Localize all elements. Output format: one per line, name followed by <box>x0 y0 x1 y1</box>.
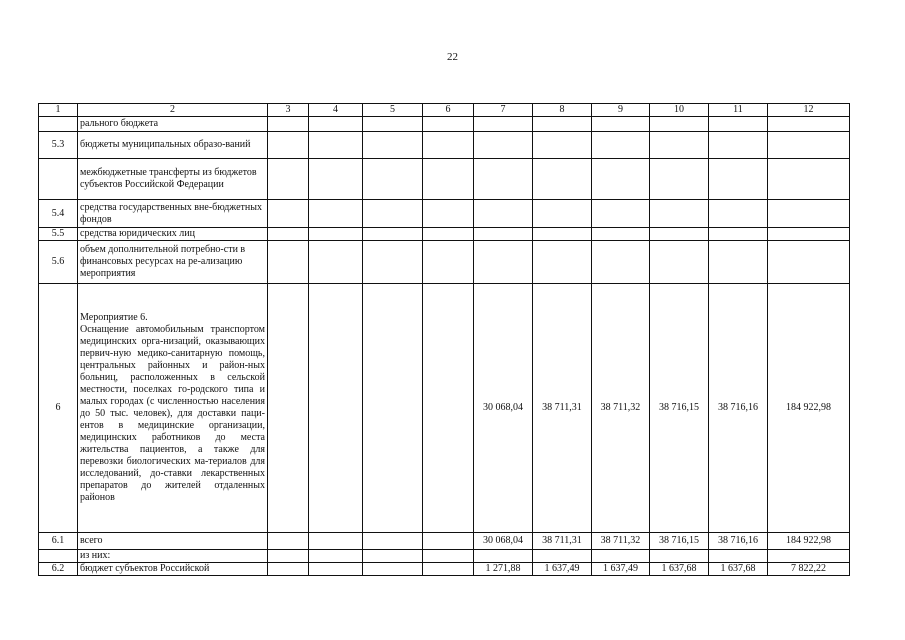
value-cell-col-7 <box>474 550 533 563</box>
table-row <box>39 200 850 228</box>
column-header-5: 5 <box>363 104 423 117</box>
row-description-text: бюджеты муниципальных образо-ваний <box>80 139 251 150</box>
value-cell-col-4 <box>309 117 363 132</box>
row-number: 6.1 <box>39 533 78 550</box>
row-description-text: всего <box>80 535 103 546</box>
value-cell-col-9 <box>592 550 650 563</box>
value-cell-col-7: 30 068,04 <box>474 284 533 533</box>
value-cell-col-10: 38 716,15 <box>650 533 709 550</box>
value-cell-col-10 <box>650 132 709 159</box>
table-row <box>39 132 850 159</box>
value-cell-col-9 <box>592 159 650 200</box>
value-cell-col-11 <box>709 132 768 159</box>
value-cell-col-6 <box>423 159 474 200</box>
value-cell-col-8 <box>533 228 592 241</box>
row-description-text: средства государственных вне-бюджетных фондов <box>80 201 262 225</box>
value-cell-col-8: 1 637,49 <box>533 563 592 576</box>
row-description-text: из них: <box>80 550 111 561</box>
column-header-1: 1 <box>39 104 78 117</box>
value-cell-col-12 <box>768 550 850 563</box>
column-header-10: 10 <box>650 104 709 117</box>
table-row <box>39 159 850 200</box>
value-cell-col-7: 1 271,88 <box>474 563 533 576</box>
page-number: 22 <box>447 51 458 63</box>
column-header-7: 7 <box>474 104 533 117</box>
value-cell-col-10 <box>650 159 709 200</box>
value-cell-col-6 <box>423 563 474 576</box>
value-cell-col-3 <box>268 117 309 132</box>
row-description <box>78 132 268 159</box>
value-cell-col-7 <box>474 200 533 228</box>
row-description <box>78 533 268 550</box>
row-number: 5.4 <box>39 200 78 228</box>
value-cell-col-6 <box>423 533 474 550</box>
value-cell-col-3 <box>268 228 309 241</box>
value-cell-col-8 <box>533 241 592 284</box>
row-number: 5.6 <box>39 241 78 284</box>
column-header-12: 12 <box>768 104 850 117</box>
value-cell-col-10 <box>650 117 709 132</box>
row-description <box>78 228 268 241</box>
row-number: 5.3 <box>39 132 78 159</box>
value-cell-col-3 <box>268 200 309 228</box>
value-cell-col-3 <box>268 132 309 159</box>
value-cell-col-11 <box>709 117 768 132</box>
value-cell-col-9 <box>592 132 650 159</box>
value-cell-col-12: 184 922,98 <box>768 533 850 550</box>
table-row <box>39 533 850 550</box>
column-header-2: 2 <box>78 104 268 117</box>
value-cell-col-10: 1 637,68 <box>650 563 709 576</box>
column-header-3: 3 <box>268 104 309 117</box>
value-cell-col-5 <box>363 241 423 284</box>
table-row <box>39 563 850 576</box>
value-cell-col-6 <box>423 200 474 228</box>
table-row <box>39 550 850 563</box>
value-cell-col-11 <box>709 241 768 284</box>
column-header-6: 6 <box>423 104 474 117</box>
value-cell-col-5 <box>363 200 423 228</box>
row-number: 6 <box>39 284 78 533</box>
value-cell-col-12 <box>768 228 850 241</box>
row-description <box>78 241 268 284</box>
value-cell-col-12 <box>768 159 850 200</box>
value-cell-col-12 <box>768 117 850 132</box>
value-cell-col-10 <box>650 241 709 284</box>
value-cell-col-8 <box>533 132 592 159</box>
value-cell-col-3 <box>268 533 309 550</box>
row-description-text: Мероприятие 6. <box>80 312 148 323</box>
value-cell-col-6 <box>423 228 474 241</box>
column-header-9: 9 <box>592 104 650 117</box>
value-cell-col-5 <box>363 550 423 563</box>
value-cell-col-4 <box>309 159 363 200</box>
value-cell-col-5 <box>363 228 423 241</box>
row-description-text: межбюджетные трансферты из бюджетов субъектов Российской Федерации <box>80 167 257 190</box>
value-cell-col-4 <box>309 228 363 241</box>
value-cell-col-9 <box>592 200 650 228</box>
value-cell-col-5 <box>363 284 423 533</box>
value-cell-col-3 <box>268 241 309 284</box>
value-cell-col-5 <box>363 533 423 550</box>
value-cell-col-4 <box>309 533 363 550</box>
value-cell-col-4 <box>309 241 363 284</box>
value-cell-col-10 <box>650 550 709 563</box>
row-number: 5.5 <box>39 228 78 241</box>
value-cell-col-4 <box>309 200 363 228</box>
value-cell-col-6 <box>423 284 474 533</box>
row-description-text: средства юридических лиц <box>80 228 195 239</box>
value-cell-col-7 <box>474 159 533 200</box>
value-cell-col-7 <box>474 241 533 284</box>
value-cell-col-6 <box>423 550 474 563</box>
row-description <box>78 159 268 200</box>
value-cell-col-6 <box>423 132 474 159</box>
value-cell-col-7 <box>474 228 533 241</box>
row-number: 6.2 <box>39 563 78 576</box>
value-cell-col-3 <box>268 563 309 576</box>
value-cell-col-12: 184 922,98 <box>768 284 850 533</box>
value-cell-col-4 <box>309 284 363 533</box>
value-cell-col-8: 38 711,31 <box>533 533 592 550</box>
budget-table <box>38 103 850 576</box>
value-cell-col-3 <box>268 159 309 200</box>
value-cell-col-12 <box>768 241 850 284</box>
value-cell-col-4 <box>309 132 363 159</box>
row-description-detail: Оснащение автомобильным транспортом медицинских орга-низаций, оказывающих первич-ную медико-санитарную помощь, центральных районных и район-ных больниц, расположенных в сельской местности, поселках го-родского типа и малых городах (с численностью населения до 50 тыс. человек), для доставки паци-ентов в медицинские организации, медицинских работников до места жительства пациентов, а также для перевозки биологических ма-териалов для исследований, до-ставки лекарственных препаратов до жителей отдаленных районов <box>80 324 265 503</box>
value-cell-col-8 <box>533 550 592 563</box>
row-description-text: рального бюджета <box>80 118 159 129</box>
table-row <box>39 117 850 132</box>
value-cell-col-12 <box>768 200 850 228</box>
value-cell-col-5 <box>363 132 423 159</box>
value-cell-col-11: 1 637,68 <box>709 563 768 576</box>
table-row <box>39 241 850 284</box>
column-header-11: 11 <box>709 104 768 117</box>
row-number <box>39 159 78 200</box>
value-cell-col-11 <box>709 228 768 241</box>
value-cell-col-12 <box>768 132 850 159</box>
value-cell-col-4 <box>309 563 363 576</box>
value-cell-col-6 <box>423 241 474 284</box>
value-cell-col-9: 38 711,32 <box>592 284 650 533</box>
value-cell-col-9 <box>592 228 650 241</box>
column-header-8: 8 <box>533 104 592 117</box>
value-cell-col-12: 7 822,22 <box>768 563 850 576</box>
value-cell-col-3 <box>268 550 309 563</box>
row-description-text: объем дополнительной потребно-сти в финансовых ресурсах на ре-ализацию мероприятия <box>80 244 246 279</box>
table-header-row <box>39 104 850 117</box>
value-cell-col-7 <box>474 132 533 159</box>
value-cell-col-11: 38 716,16 <box>709 533 768 550</box>
value-cell-col-5 <box>363 159 423 200</box>
value-cell-col-4 <box>309 550 363 563</box>
value-cell-col-9: 38 711,32 <box>592 533 650 550</box>
value-cell-col-9 <box>592 241 650 284</box>
value-cell-col-9: 1 637,49 <box>592 563 650 576</box>
row-description <box>78 284 268 533</box>
value-cell-col-11 <box>709 200 768 228</box>
row-description <box>78 550 268 563</box>
value-cell-col-10 <box>650 200 709 228</box>
value-cell-col-11 <box>709 159 768 200</box>
row-number <box>39 550 78 563</box>
value-cell-col-8 <box>533 159 592 200</box>
row-description <box>78 200 268 228</box>
value-cell-col-6 <box>423 117 474 132</box>
value-cell-col-8 <box>533 200 592 228</box>
value-cell-col-10: 38 716,15 <box>650 284 709 533</box>
value-cell-col-5 <box>363 117 423 132</box>
row-description <box>78 563 268 576</box>
value-cell-col-8: 38 711,31 <box>533 284 592 533</box>
value-cell-col-10 <box>650 228 709 241</box>
value-cell-col-8 <box>533 117 592 132</box>
value-cell-col-11: 38 716,16 <box>709 284 768 533</box>
value-cell-col-3 <box>268 284 309 533</box>
value-cell-col-5 <box>363 563 423 576</box>
value-cell-col-11 <box>709 550 768 563</box>
table-row <box>39 228 850 241</box>
value-cell-col-7: 30 068,04 <box>474 533 533 550</box>
value-cell-col-9 <box>592 117 650 132</box>
row-description-text: бюджет субъектов Российской <box>80 563 210 574</box>
row-description <box>78 117 268 132</box>
column-header-4: 4 <box>309 104 363 117</box>
row-number <box>39 117 78 132</box>
table-row <box>39 284 850 533</box>
value-cell-col-7 <box>474 117 533 132</box>
